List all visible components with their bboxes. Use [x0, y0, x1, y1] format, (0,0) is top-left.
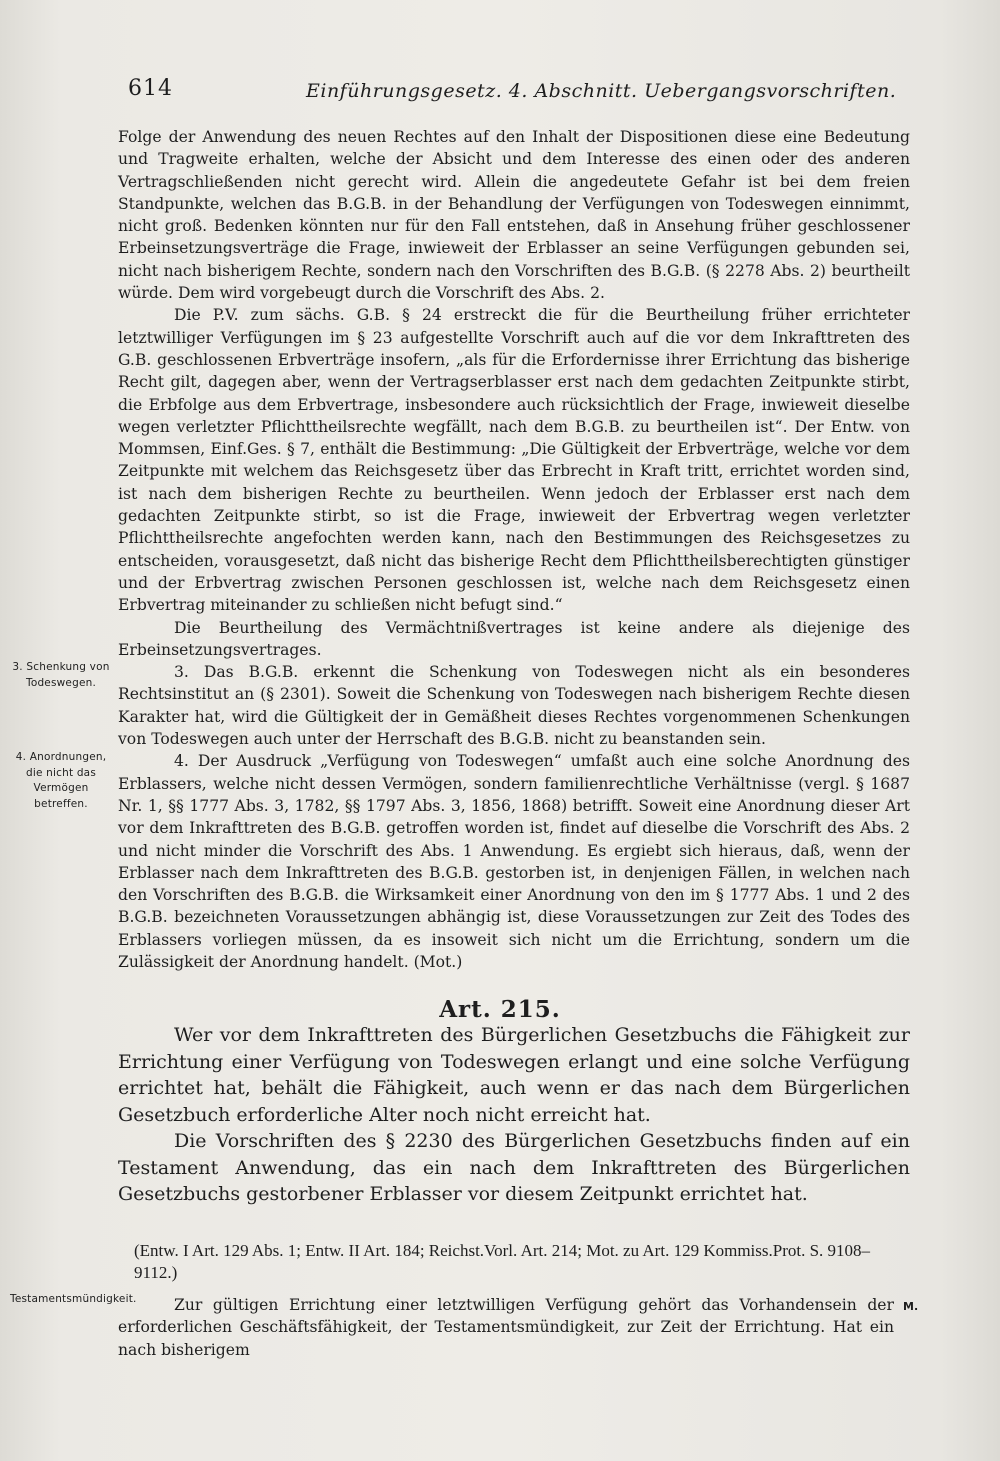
motive-marker: M.: [903, 1300, 919, 1313]
margin-note-schenkung: 3. Schenkung von Todeswegen.: [12, 661, 110, 689]
page-header: [128, 76, 928, 110]
commentary-block-top: [118, 126, 910, 973]
body-paragraph-4: 3. Das B.G.B. erkennt die Schenkung von Todeswegen nicht als ein besonderes Rechtsinstitut an (§ 2301). Soweit die Schenkung von Todeswegen nach bisherigem Rechte diesen Karakter hat, wird die Gültigkeit der in Gemäßheit dieses Rechtes vorgenommenen Schenkungen von Todeswegen auch unter der Herrschaft des B.G.B. nicht zu beanstanden sein.: [118, 663, 910, 749]
article-paragraph-2: Die Vorschriften des § 2230 des Bürgerlichen Gesetzbuchs finden auf ein Testament Anwendung, das ein nach dem Inkrafttreten des Bürgerlichen Gesetzbuchs gestorbener Erblasser vor diesem Zeitpunkt errichtet hat.: [118, 1130, 910, 1205]
page-number: 614: [128, 76, 173, 101]
body-paragraph-3: Die Beurtheilung des Vermächtnißvertrages ist keine andere als diejenige des Erbeinsetzungsvertrages.: [118, 618, 910, 659]
body-paragraph-5: 4. Der Ausdruck „Verfügung von Todeswegen“ umfaßt auch eine solche Anordnung des Erblassers, welche nicht dessen Vermögen, sondern familienrechtliche Verhältnisse (vergl. § 1687 Nr. 1, §§ 1777 Abs. 3, 1782, §§ 1797 Abs. 3, 1856, 1868) betrifft. Soweit eine Anordnung dieser Art vor dem Inkrafttreten des B.G.B. getroffen worden ist, findet auf dieselbe die Vorschrift des Abs. 2 und nicht minder die Vorschrift des Abs. 1 Anwendung. Es ergiebt sich hieraus, daß, wenn der Erblasser nach dem Inkrafttreten des B.G.B. gestorben ist, in denjenigen Fällen, in welchen nach den Vorschriften des B.G.B. die Wirksamkeit einer Anordnung von den im § 1777 Abs. 1 und 2 des B.G.B. bezeichneten Voraussetzungen abhängig ist, diese Voraussetzungen zur Zeit des Todes des Erblassers vorliegen müssen, da es insoweit sich nicht um die Errichtung, sondern um die Zulässigkeit der Anordnung handelt. (Mot.): [118, 752, 910, 971]
margin-note-testament: Testamentsmündigkeit.: [10, 1293, 137, 1305]
body-paragraph-1: Folge der Anwendung des neuen Rechtes auf den Inhalt der Dispositionen diese eine Bedeutung und Tragweite erhalten, welche der Absicht und dem Interesse des einen oder des anderen Vertragschließenden nicht gerecht wird. Allein die angedeutete Gefahr ist bei dem freien Standpunkte, welchen das B.G.B. in der Behandlung der Verfügungen von Todeswegen einnimmt, nicht groß. Bedenken könnten nur für den Fall entstehen, daß in Ansehung früher geschlossener Erbeinsetzungsverträge die Frage, inwieweit der Erblasser an seine Verfügungen gebunden sei, nicht nach bisherigem Rechte, sondern nach den Vorschriften des B.G.B. (§ 2278 Abs. 2) beurtheilt würde. Dem wird vorgebeugt durch die Vorschrift des Abs. 2.: [118, 128, 910, 303]
article-heading: Art. 215.: [439, 996, 561, 1023]
article-citation: (Entw. I Art. 129 Abs. 1; Entw. II Art. 184; Reichst.Vorl. Art. 214; Mot. zu Art. 129 Kommiss.Prot. S. 9108–9112.): [134, 1241, 871, 1282]
commentary-block-bottom: [118, 1294, 894, 1361]
article-paragraph-1: Wer vor dem Inkrafttreten des Bürgerlichen Gesetzbuchs die Fähigkeit zur Errichtung einer Verfügung von Todeswegen erlangt und eine solche Verfügung errichtet hat, behält die Fähigkeit, auch wenn er das nach dem Bürgerlichen Gesetzbuch erforderliche Alter noch nicht erreicht hat.: [118, 1024, 910, 1126]
body-paragraph-2: Die P.V. zum sächs. G.B. § 24 erstreckt die für die Beurtheilung früher errichteter letztwilliger Verfügungen im § 23 aufgestellte Vorschrift auch auf die vor dem Inkrafttreten des G.B. geschlossenen Erbverträge insofern, „als für die Erfordernisse ihrer Errichtung das bisherige Recht gilt, dagegen aber, wenn der Vertragserblasser erst nach dem gedachten Zeitpunkte stirbt, die Erbfolge aus dem Erbvertrage, insbesondere auch rücksichtlich der Frage, inwieweit dieselbe wegen verletzter Pflichttheilsrechte wegfällt, nach dem B.G.B. zu beurtheilen ist“. Der Entw. von Mommsen, Einf.Ges. § 7, enthält die Bestimmung: „Die Gültigkeit der Erbverträge, welche vor dem Zeitpunkte mit welchem das Reichsgesetz über das Erbrecht in Kraft tritt, errichtet worden sind, ist nach dem bisherigen Rechte zu beurtheilen. Wenn jedoch der Erblasser erst nach dem gedachten Zeitpunkte stirbt, so ist die Frage, inwieweit der Erbvertrag wegen verletzter Pflichttheilsrechte angefochten werden kann, nach den Bestimmungen des Reichsgesetzes zu entscheiden, vorausgesetzt, daß nicht das bisherige Recht dem Pflichttheilsberechtigten günstiger und der Erbvertrag zwischen Personen geschlossen ist, welche nach dem Reichsgesetz einen Erbvertrag miteinander zu schließen nicht befugt sind.“: [118, 306, 910, 615]
margin-note-anordnungen: 4. Anordnungen, die nicht das Vermögen betreffen.: [15, 751, 107, 810]
article-text: [118, 1022, 910, 1208]
commentary-paragraph: Zur gültigen Errichtung einer letztwilligen Verfügung gehört das Vorhandensein der erforderlichen Geschäftsfähigkeit, der Testamentsmündigkeit, zur Zeit der Errichtung. Hat ein nach bisherigem: [118, 1296, 894, 1359]
running-head: Einführungsgesetz. 4. Abschnitt. Uebergangsvorschriften.: [306, 80, 897, 102]
